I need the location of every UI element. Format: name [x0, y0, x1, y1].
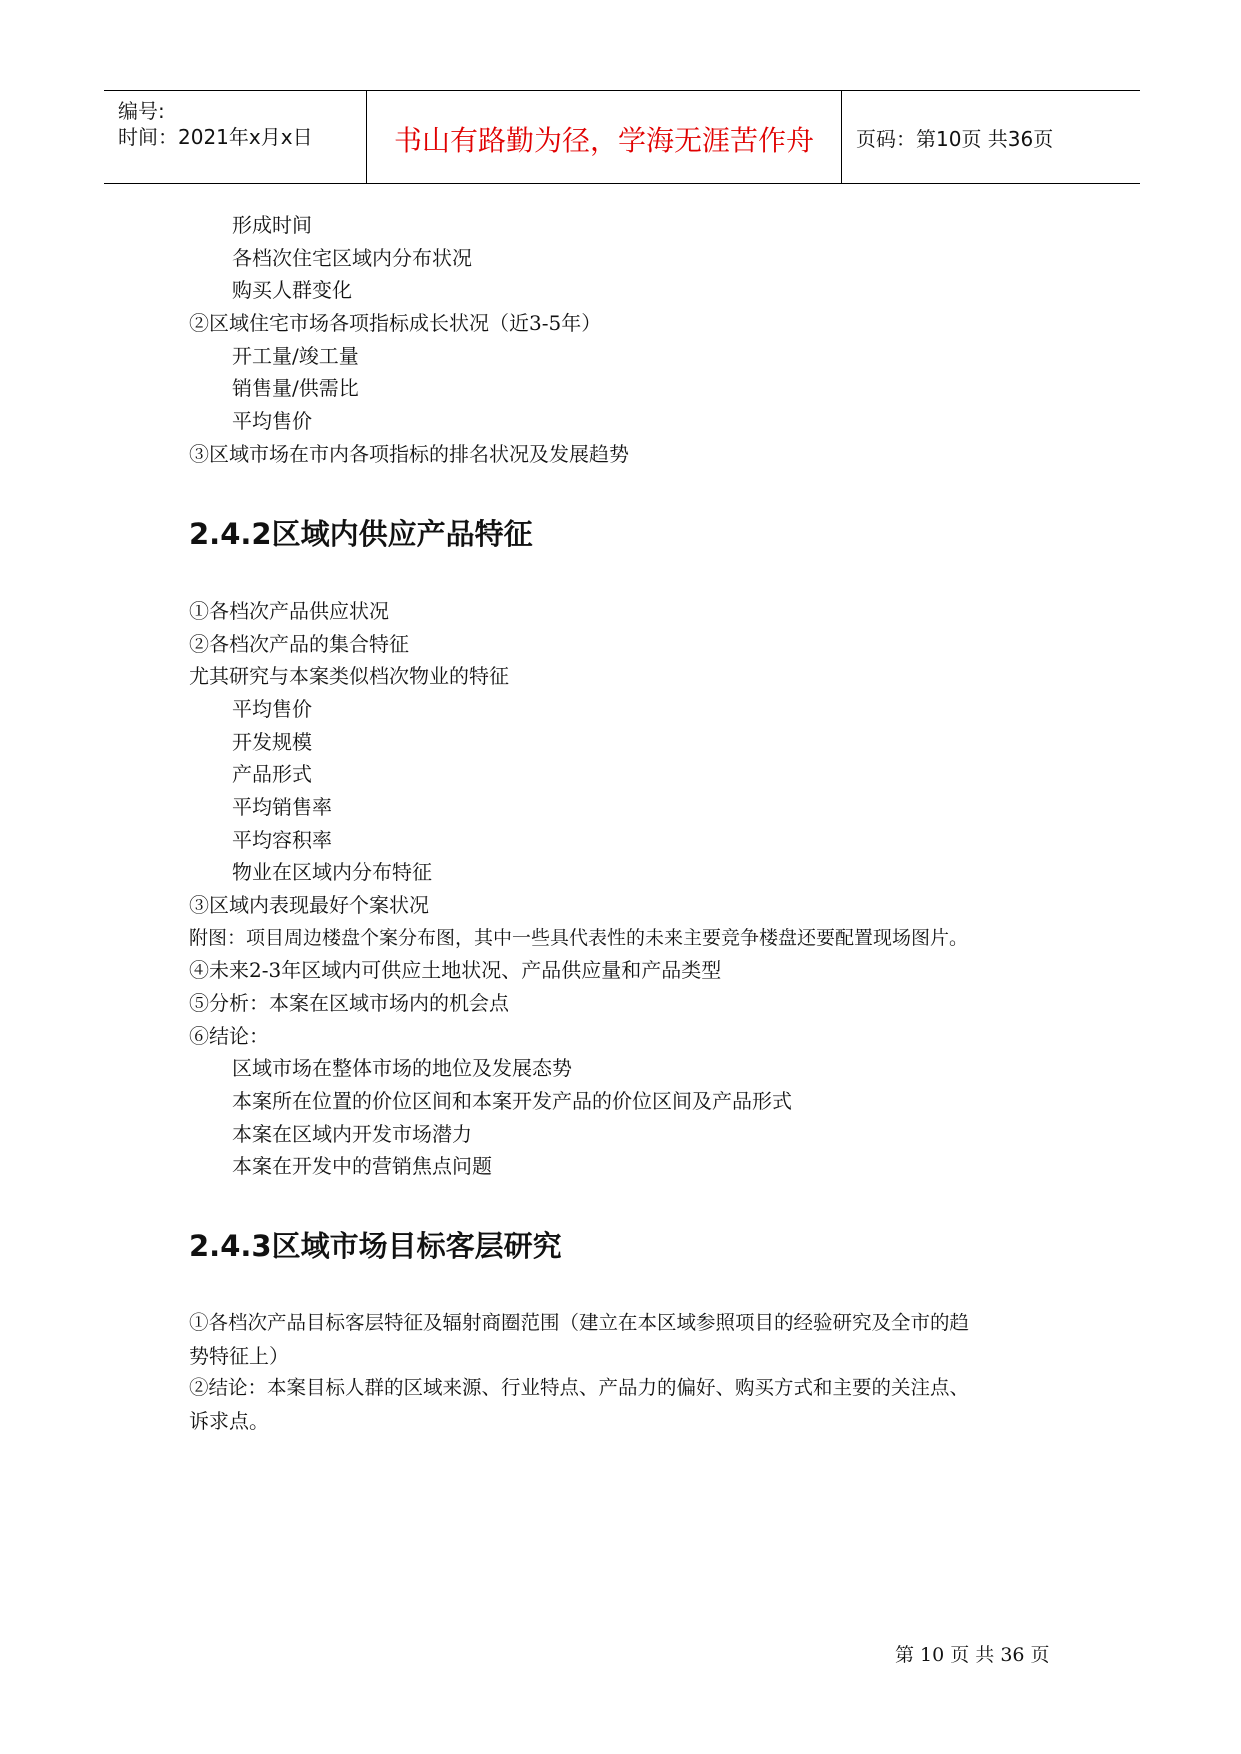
header-motto-cell: [367, 91, 842, 183]
list-item: 产品形式: [232, 762, 312, 786]
section-heading-2-4-2: 2.4.2区域内供应产品特征: [189, 517, 533, 551]
list-item: ②结论：本案目标人群的区域来源、行业特点、产品力的偏好、购买方式和主要的关注点、: [189, 1376, 970, 1399]
list-item: ⑥结论：: [189, 1024, 269, 1048]
list-item: ②各档次产品的集合特征: [189, 632, 409, 656]
header-page-cell: [842, 91, 1140, 183]
list-item: 平均售价: [232, 409, 312, 433]
header-meta-cell: [104, 91, 367, 183]
list-item: 物业在区域内分布特征: [232, 860, 432, 884]
document-time-label: 时间：2021年x月x日: [118, 125, 313, 149]
list-item: ②区域住宅市场各项指标成长状况（近3-5年）: [189, 311, 602, 335]
list-item: 购买人群变化: [232, 278, 352, 302]
list-item: 销售量/供需比: [232, 376, 359, 400]
list-item: 开发规模: [232, 730, 312, 754]
list-item: 本案在区域内开发市场潜力: [232, 1122, 472, 1146]
header-motto: 书山有路勤为径，学海无涯苦作舟: [393, 124, 814, 157]
list-item: 附图：项目周边楼盘个案分布图，其中一些具代表性的未来主要竞争楼盘还要配置现场图片。: [189, 927, 969, 949]
list-item: ③区域市场在市内各项指标的排名状况及发展趋势: [189, 442, 629, 466]
list-item: 本案在开发中的营销焦点问题: [232, 1154, 492, 1178]
list-item: 平均售价: [232, 697, 312, 721]
document-number-label: 编号:: [118, 99, 165, 123]
list-item: 形成时间: [232, 213, 312, 237]
list-item: ③区域内表现最好个案状况: [189, 893, 429, 917]
section-heading-2-4-3: 2.4.3区域市场目标客层研究: [189, 1229, 562, 1263]
list-item: 开工量/竣工量: [232, 344, 359, 368]
list-item: ①各档次产品目标客层特征及辐射商圈范围（建立在本区域参照项目的经验研究及全市的趋: [189, 1311, 970, 1334]
page-footer: 第 10 页 共 36 页: [895, 1644, 1050, 1666]
list-item: 诉求点。: [189, 1409, 269, 1433]
list-item: 平均容积率: [232, 828, 332, 852]
list-item: 平均销售率: [232, 795, 332, 819]
list-item: 各档次住宅区域内分布状况: [232, 246, 472, 270]
list-item: ④未来2-3年区域内可供应土地状况、产品供应量和产品类型: [189, 958, 722, 982]
list-item: 区域市场在整体市场的地位及发展态势: [232, 1056, 572, 1080]
header-page-info: 页码：第10页 共36页: [856, 127, 1054, 151]
page-header: [104, 90, 1140, 184]
list-item: 本案所在位置的价位区间和本案开发产品的价位区间及产品形式: [232, 1089, 792, 1113]
list-item: 势特征上）: [189, 1344, 289, 1368]
list-item: ①各档次产品供应状况: [189, 599, 389, 623]
list-item: 尤其研究与本案类似档次物业的特征: [189, 664, 509, 688]
list-item: ⑤分析：本案在区域市场内的机会点: [189, 991, 509, 1015]
